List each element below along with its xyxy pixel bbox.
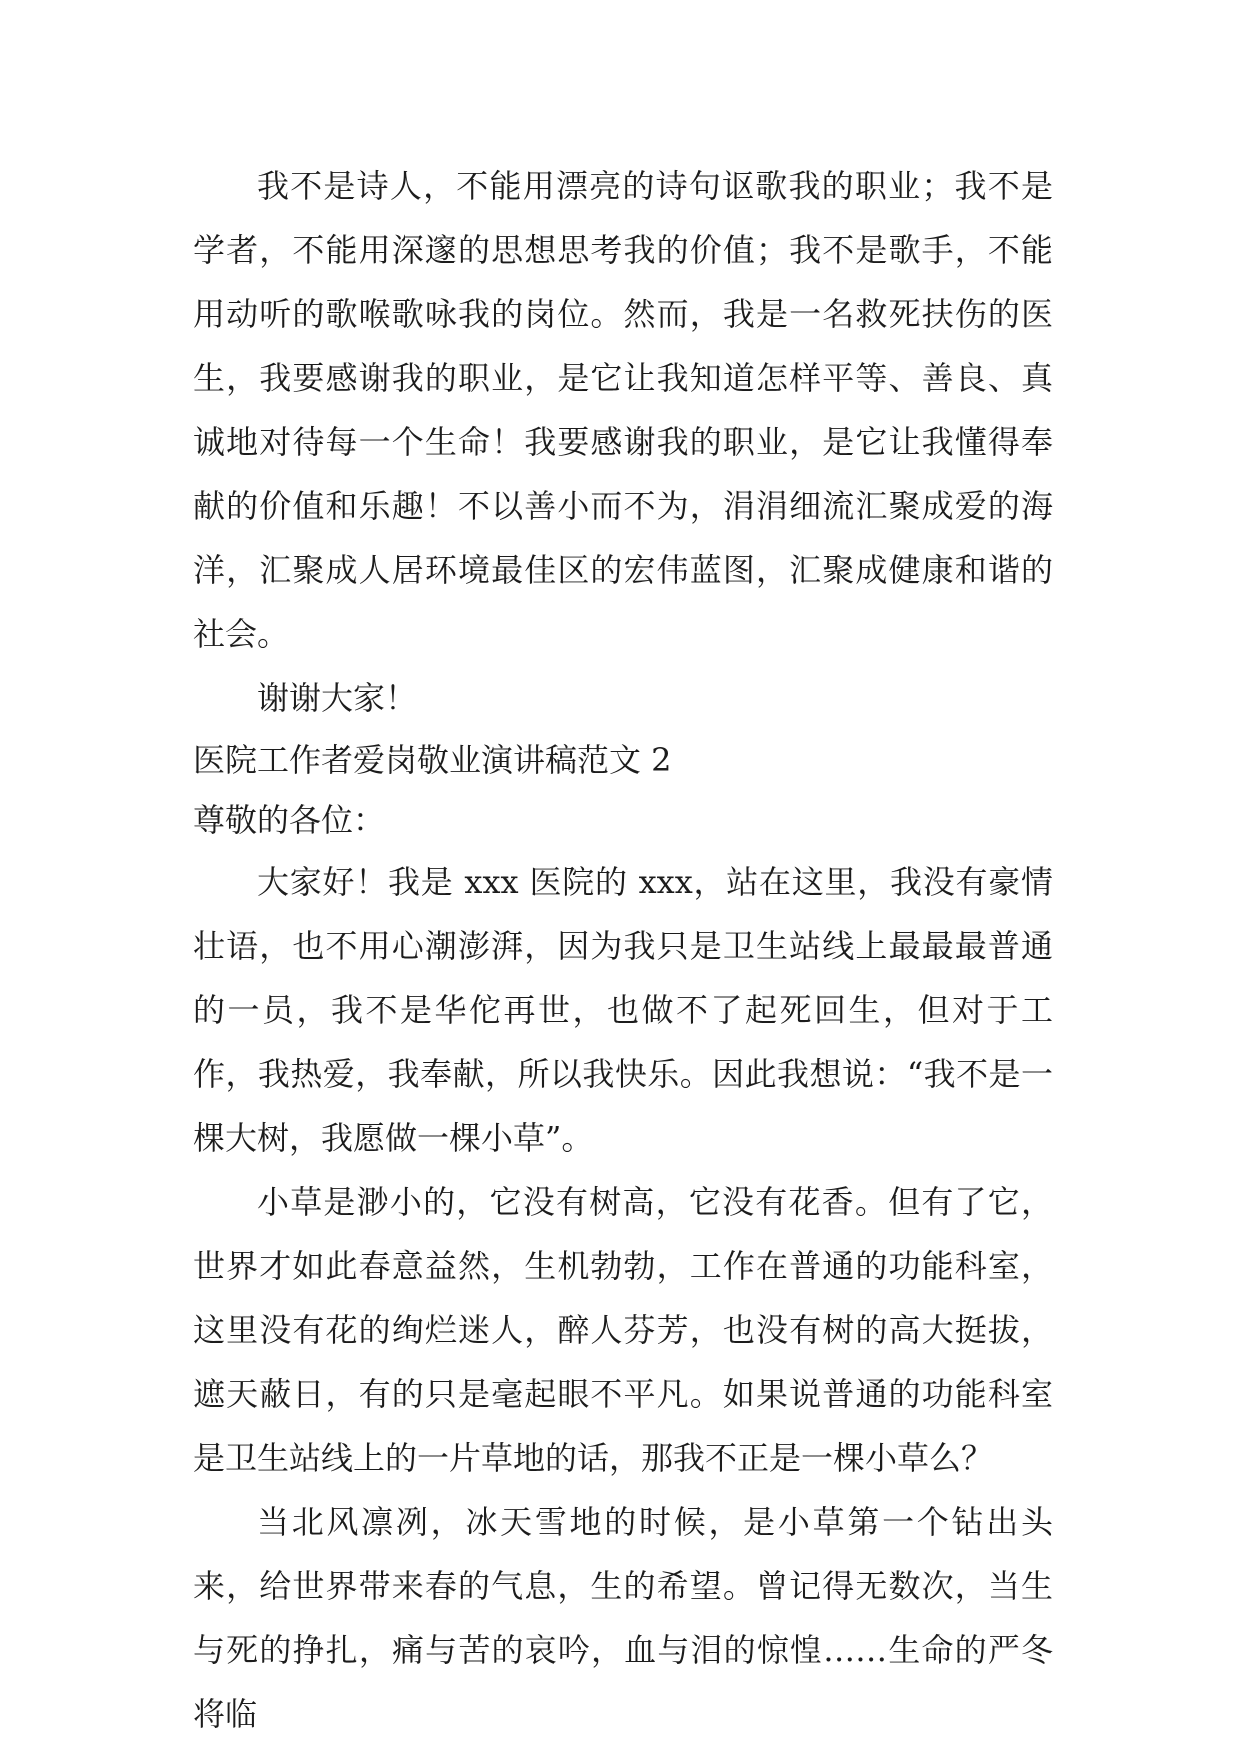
document-body [193,154,1053,1746]
speech-title: 医院工作者爱岗敬业演讲稿范文 2 [193,741,672,779]
paragraph-poet: 我不是诗人，不能用漂亮的诗句讴歌我的职业；我不是学者，不能用深邃的思想思考我的价值；我不是歌手，不能用动听的歌喉歌咏我的岗位。然而，我是一名救死扶伤的医生，我要感谢我的职业，是它让我知道怎样平等、善良、真诚地对待每一个生命！我要感谢我的职业，是它让我懂得奉献的价值和乐趣！不以善小而不为，涓涓细流汇聚成爱的海洋，汇聚成人居环境最佳区的宏伟蓝图，汇聚成健康和谐的社会。 [193,167,1053,653]
paragraph-thanks: 谢谢大家！ [257,679,418,717]
paragraph-greeting: 大家好！我是 xxx 医院的 xxx，站在这里，我没有豪情壮语，也不用心潮澎湃，因为我只是卫生站线上最最最普通的一员，我不是华佗再世，也做不了起死回生，但对于工作，我热爱，我奉献，所以我快乐。因此我想说：“我不是一棵大树，我愿做一棵小草”。 [193,863,1053,1157]
paragraph-grass: 小草是渺小的，它没有树高，它没有花香。但有了它，世界才如此春意益然，生机勃勃，工作在普通的功能科室，这里没有花的绚烂迷人，醉人芬芳，也没有树的高大挺拔，遮天蔽日，有的只是毫起眼不平凡。如果说普通的功能科室是卫生站线上的一片草地的话，那我不正是一棵小草么？ [193,1183,1053,1477]
salutation: 尊敬的各位： [193,801,386,839]
paragraph-winter: 当北风凛冽，冰天雪地的时候，是小草第一个钻出头来，给世界带来春的气息，生的希望。曾记得无数次，当生与死的挣扎，痛与苦的哀吟，血与泪的惊惶……生命的严冬将临 [193,1503,1053,1733]
